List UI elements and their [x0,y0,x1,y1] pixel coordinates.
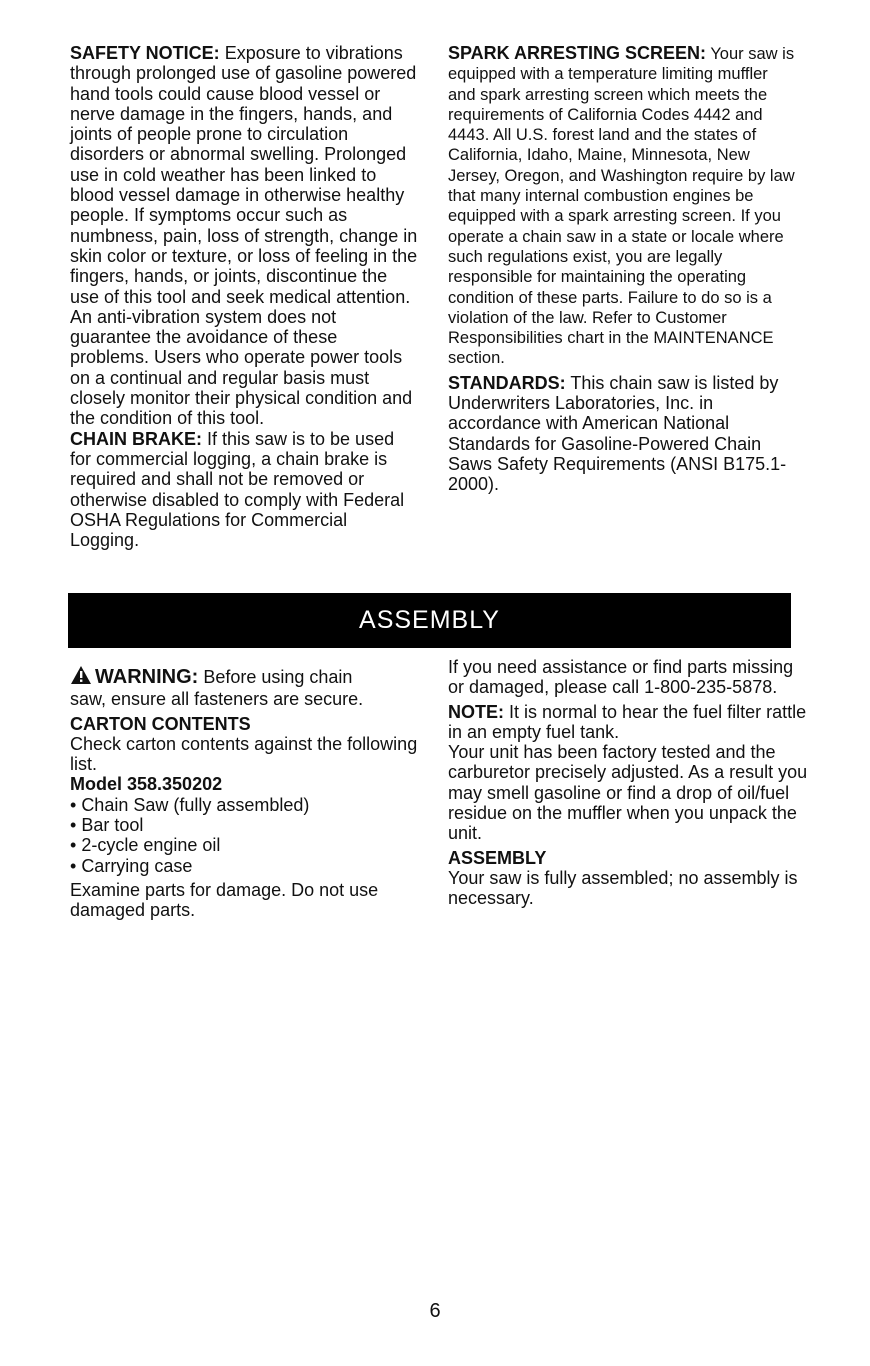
chain-brake-text: If this saw is to be used for commercial logging, a chain brake is required and shall not be removed or otherwise disabled to comply with Federal OSHA Regulations for Commercial Logging. [70,428,405,551]
carton-contents-text: Check carton contents against the following list. [70,733,418,775]
standards-paragraph [448,373,798,495]
chain-brake-paragraph [70,429,420,551]
list-item: • Carrying case [70,855,193,876]
assembly-text: Your saw is fully assembled; no assembly is necessary. [448,867,798,909]
standards-text: This chain saw is listed by Underwriters Laboratories, Inc. in accordance with American National Standards for Gasoline-Powered Chain Saws Safety Requirements (ANSI B175.1-2000). [448,372,787,495]
note-text: It is normal to hear the fuel filter rattle in an empty fuel tank. [448,701,807,742]
safety-notice-paragraph [70,43,420,429]
assistance-text: If you need assistance or find parts missing or damaged, please call 1-800-235-5878. [448,657,794,698]
carton-contents-heading: CARTON CONTENTS [70,713,251,734]
warning-text: Before using chain [198,667,353,687]
safety-column [70,43,420,550]
factory-tested-text: Your unit has been factory tested and the carburetor precisely adjusted. As a result you may smell gasoline or find a drop of oil/fuel residue on the muffler when you unpack the unit. [448,742,808,844]
parts-list [70,795,420,876]
list-item: • Chain Saw (fully assembled) [70,794,310,815]
note-heading: NOTE: [448,701,504,722]
spark-arresting-heading: SPARK ARRESTING SCREEN: [448,43,707,63]
warning-triangle-icon [70,665,92,685]
safety-notice-heading: SAFETY NOTICE: [70,43,220,63]
chain-brake-heading: CHAIN BRAKE: [70,428,202,449]
spark-column [448,43,798,495]
assembly-heading: ASSEMBLY [448,847,547,868]
warning-text-continued: saw, ensure all fasteners are secure. [70,689,364,710]
assembly-banner: ASSEMBLY [68,593,791,648]
page-number: 6 [429,1300,441,1322]
safety-notice-text: Exposure to vibrations through prolonged use of gasoline powered hand tools could cause blood vessel or nerve damage in the fingers, hands, and joints of people prone to circulation disorders or abnormal swelling. Prolonged use in cold weather has been linked to blood vessel damage in otherwise healthy people. If symptoms occur such as numbness, pain, loss of strength, change in skin color or texture, or loss of feeling in the fingers, hands, or joints, discontinue the use of this tool and seek medical attention. An anti-vibration system does not guarantee the avoidance of these problems. Users who operate power tools on a continual and regular basis must closely monitor their physical condition and the condition of this tool. [70,43,418,429]
model-heading: Model 358.350202 [70,774,223,795]
examine-text: Examine parts for damage. Do not use damaged parts. [70,879,379,921]
warning-heading: WARNING: [95,666,199,688]
spark-arresting-text: Your saw is equipped with a temperature limiting muffler and spark arresting screen which meets the requirements of California Codes 4442 and 4443. All U.S. forest land and the states of California, Idaho, Maine, Minnesota, New Jersey, Oregon, and Washington require by law that many internal combustion engines be equipped with a spark arresting screen. If you operate a chain saw in a state or locale where such regulations exist, you are legally responsible for maintaining the operating condition of these parts. Failure to do so is a violation of the law. Refer to Customer Responsibilities chart in the MAINTENANCE section. [448,45,795,368]
warning-paragraph [70,665,420,687]
standards-heading: STANDARDS: [448,372,566,393]
list-item: • 2-cycle engine oil [70,835,221,856]
list-item: • Bar tool [70,815,144,836]
note-paragraph [448,702,808,743]
assembly-column [448,657,808,909]
spark-arresting-paragraph [448,43,798,369]
carton-column [70,665,420,921]
